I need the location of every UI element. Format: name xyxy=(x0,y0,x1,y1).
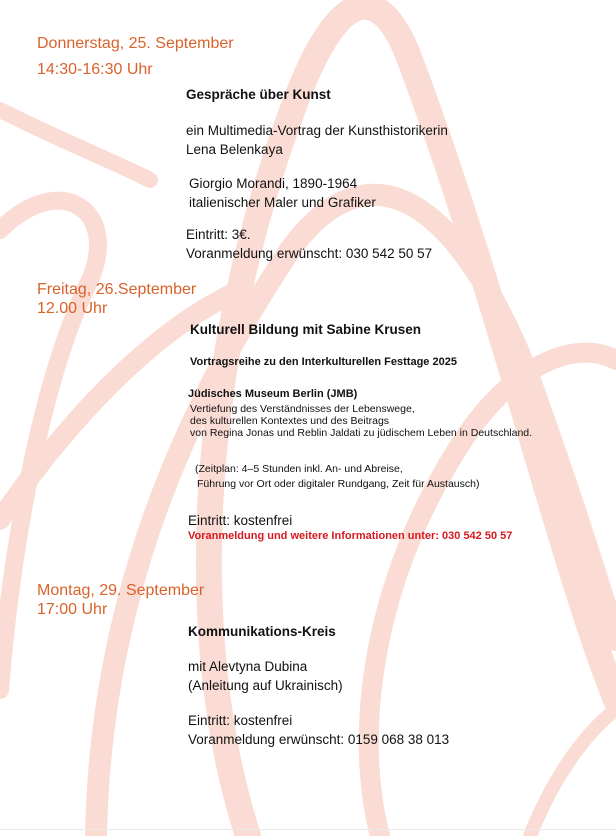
event-2-description-line: des kulturellen Kontextes und des Beitrags xyxy=(190,415,390,427)
bottom-divider xyxy=(0,829,616,830)
event-1-date: Donnerstag, 25. September xyxy=(37,35,234,52)
event-2-time: 12.00 Uhr xyxy=(37,300,108,317)
event-1-description xyxy=(186,121,448,159)
event-2-venue: Jüdisches Museum Berlin (JMB) xyxy=(188,388,358,400)
event-3-registration: Voranmeldung erwünscht: 0159 068 38 013 xyxy=(188,732,450,747)
event-3-description-line: mit Alevtyna Dubina xyxy=(188,659,308,674)
event-3-description-line: (Anleitung auf Ukrainisch) xyxy=(188,678,343,693)
event-3-time: 17:00 Uhr xyxy=(37,601,108,618)
event-2-date: Freitag, 26.September xyxy=(37,281,197,298)
event-3-title: Kommunikations-Kreis xyxy=(188,624,336,639)
event-1-registration: Voranmeldung erwünscht: 030 542 50 57 xyxy=(186,246,433,261)
event-3-info xyxy=(188,711,449,749)
event-1-topic xyxy=(189,174,376,212)
event-2-registration: Voranmeldung und weitere Informationen unter: 030 542 50 57 xyxy=(188,530,513,542)
event-3-date: Montag, 29. September xyxy=(37,582,205,599)
event-2-schedule-line: Führung vor Ort oder digitaler Rundgang, Zeit für Austausch) xyxy=(197,478,480,490)
event-2-description-line: von Regina Jonas und Reblin Jaldati zu jüdischem Leben in Deutschland. xyxy=(190,427,533,439)
event-2-subtitle: Vortragsreihe zu den Interkulturellen Festtage 2025 xyxy=(190,356,457,368)
event-1-description-line: ein Multimedia-Vortrag der Kunsthistorikerin xyxy=(186,123,448,138)
event-3-admission: Eintritt: kostenfrei xyxy=(188,713,293,728)
event-2-schedule-line: (Zeitplan: 4–5 Stunden inkl. An- und Abreise, xyxy=(195,463,403,475)
event-2-schedule xyxy=(195,462,479,492)
event-1-admission: Eintritt: 3€. xyxy=(186,227,251,242)
event-3-description xyxy=(188,657,343,695)
event-1-description-line: Lena Belenkaya xyxy=(186,142,283,157)
event-2-admission: Eintritt: kostenfrei xyxy=(188,513,293,528)
event-1-topic-line: Giorgio Morandi, 1890-1964 xyxy=(189,176,358,191)
event-1-topic-line: italienischer Maler und Grafiker xyxy=(189,195,376,210)
event-1-title: Gespräche über Kunst xyxy=(186,87,331,102)
event-1-info xyxy=(186,225,432,263)
event-1-time: 14:30-16:30 Uhr xyxy=(37,61,153,78)
event-2-title: Kulturell Bildung mit Sabine Krusen xyxy=(190,322,422,337)
event-2-description-line: Vertiefung des Verständnisses der Lebenswege, xyxy=(190,403,415,415)
event-2-description xyxy=(190,403,532,439)
